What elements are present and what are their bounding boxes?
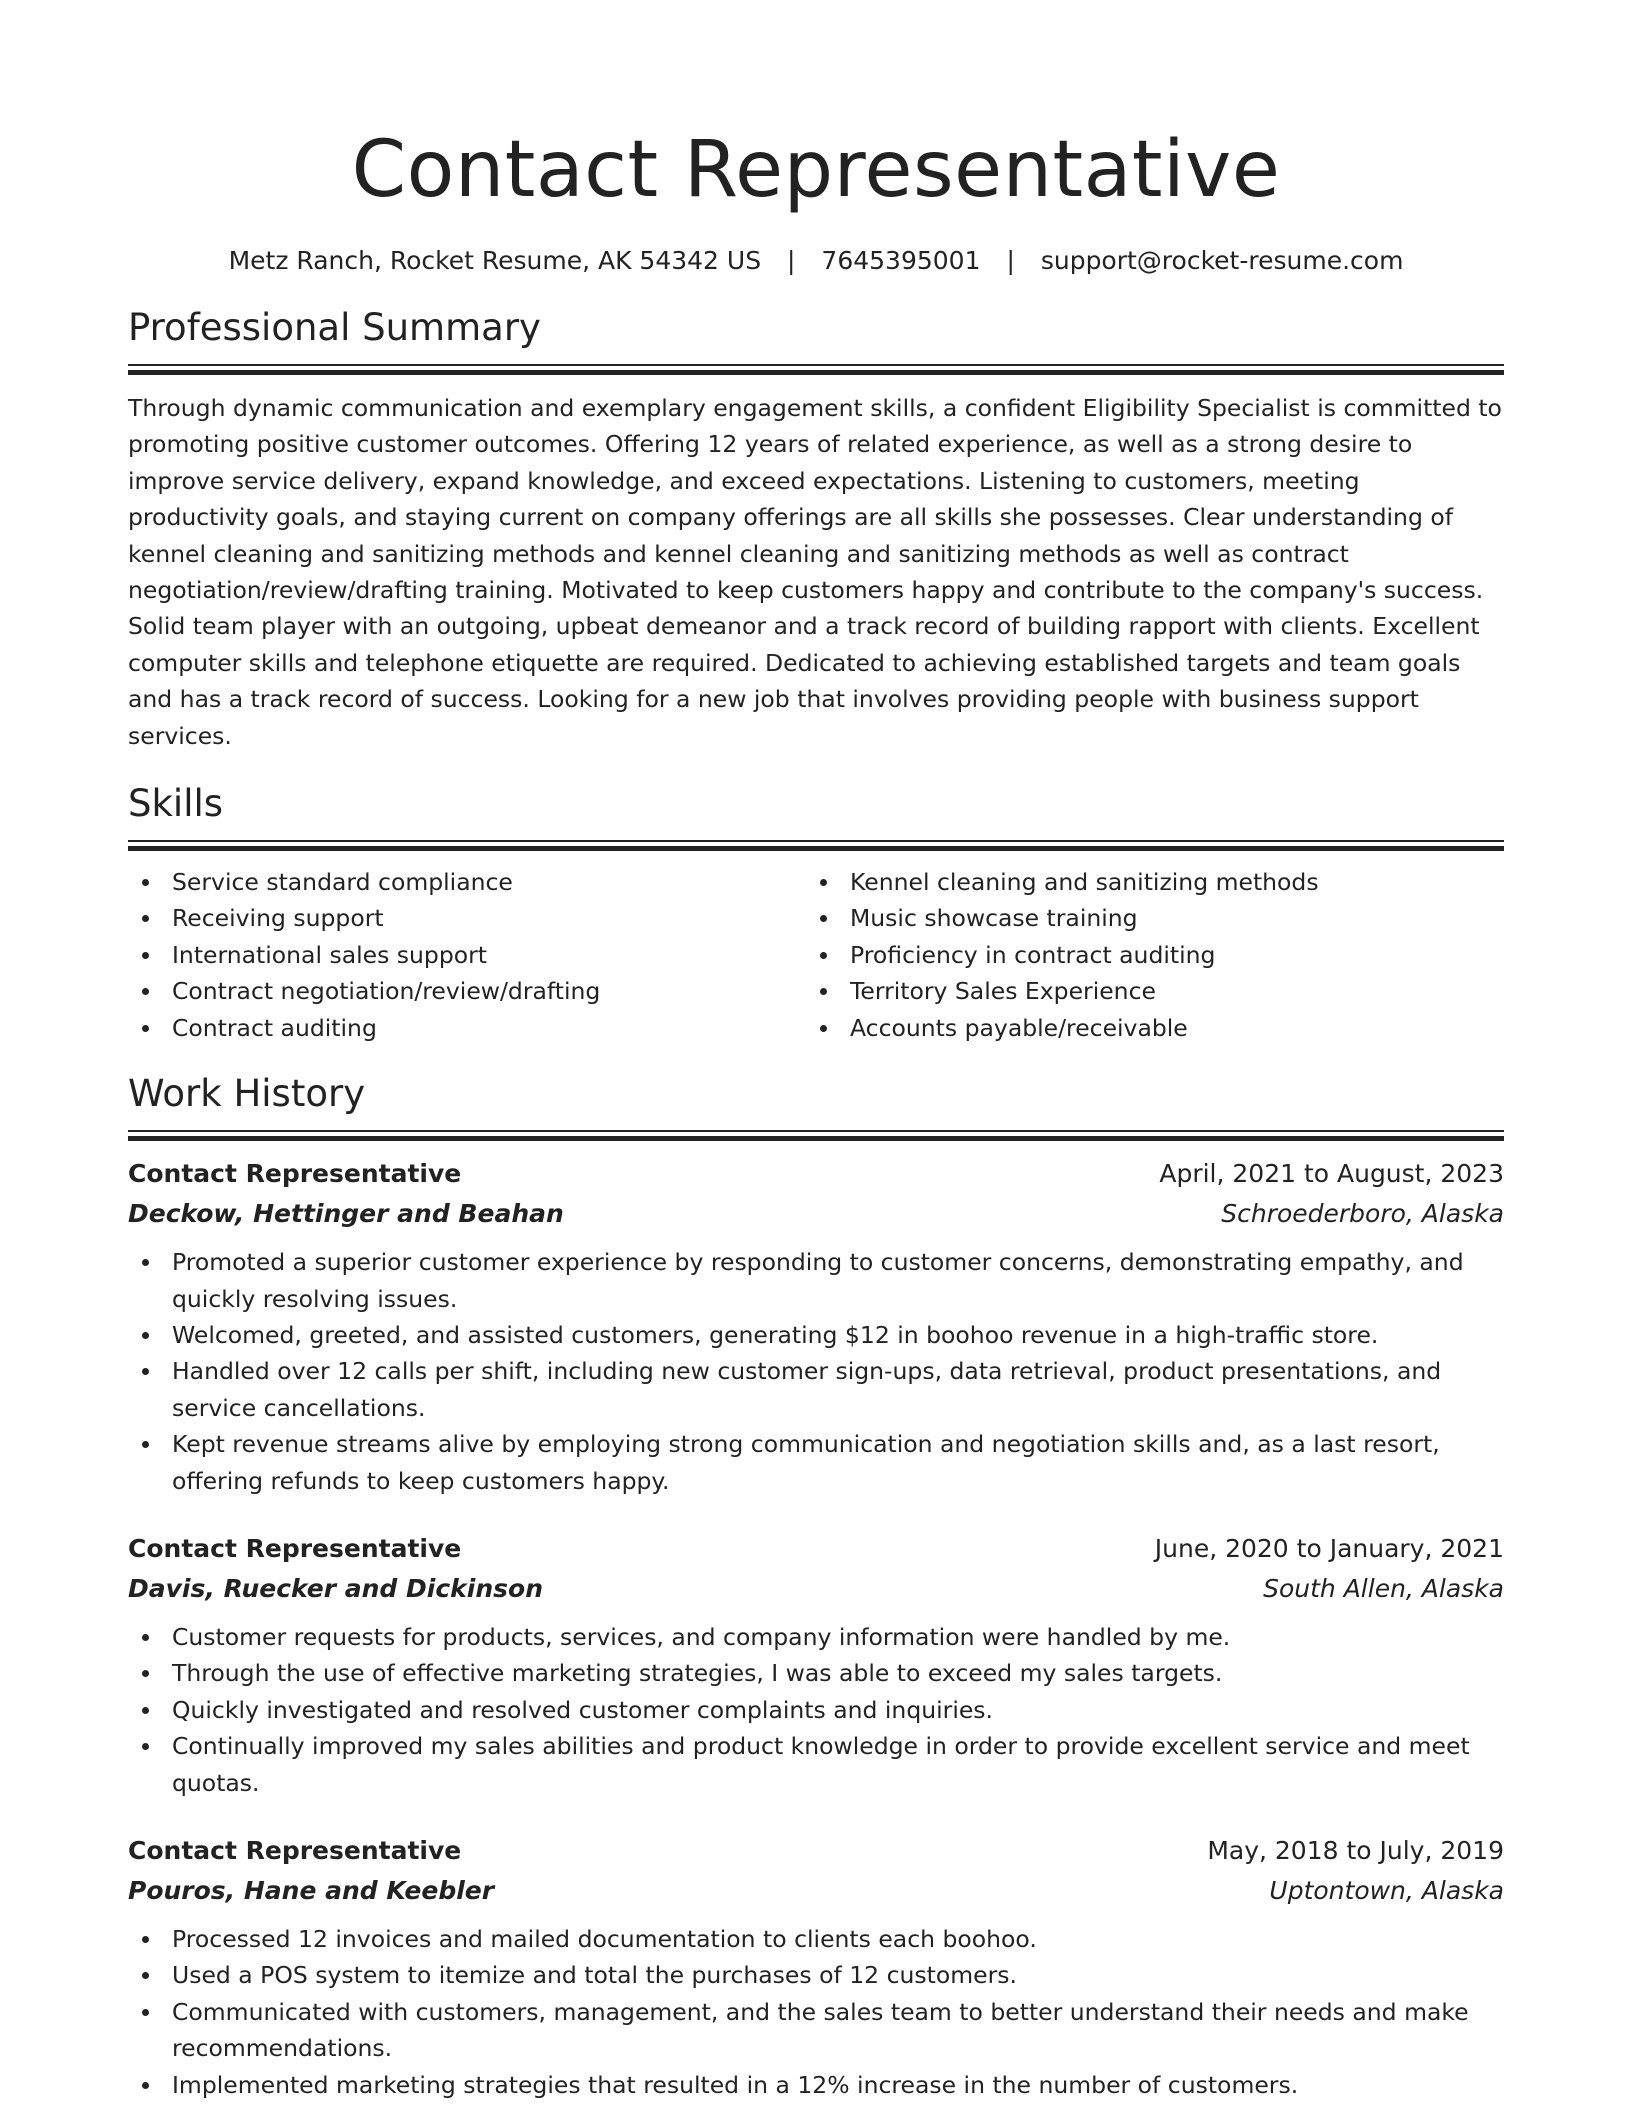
job-entry — [128, 1831, 1504, 2103]
skills-heading: Skills — [128, 782, 224, 826]
skill-item: Kennel cleaning and sanitizing methods — [806, 864, 1484, 900]
resume-name: Contact Representative — [351, 125, 1281, 215]
job-header — [128, 1154, 1504, 1194]
skill-item: Territory Sales Experience — [806, 973, 1484, 1009]
section-divider — [128, 840, 1504, 852]
job-bullet: Processed 12 invoices and mailed documentation to clients each boohoo. — [128, 1921, 1504, 1957]
job-dates: June, 2020 to January, 2021 — [1154, 1533, 1504, 1563]
job-bullets — [128, 1921, 1504, 2103]
work-history-section — [128, 1070, 1504, 2103]
skill-item: Contract auditing — [128, 1010, 806, 1046]
job-company: Davis, Ruecker and Dickinson — [128, 1573, 544, 1603]
job-bullet: Implemented marketing strategies that resulted in a 12% increase in the number of customers. — [128, 2067, 1504, 2103]
job-bullet: Kept revenue streams alive by employing strong communication and negotiation skills and, as a last resort, offering refunds to keep customers happy. — [128, 1426, 1504, 1499]
job-subheader — [128, 1194, 1504, 1234]
job-bullet: Promoted a superior customer experience by responding to customer concerns, demonstrating empathy, and quickly resolving issues. — [128, 1244, 1504, 1317]
skill-item: Contract negotiation/review/drafting — [128, 973, 806, 1009]
job-bullet: Through the use of effective marketing strategies, I was able to exceed my sales targets. — [128, 1655, 1504, 1691]
job-bullet: Communicated with customers, management, and the sales team to better understand their needs and make recommendations. — [128, 1994, 1504, 2067]
summary-heading: Professional Summary — [128, 306, 541, 349]
summary-text: Through dynamic communication and exemplary engagement skills, a confident Eligibility Specialist is committed to promoting positive customer outcomes. Offering 12 years of related experience, as well as a strong desire to improve service delivery, expand knowledge, and exceed expectations. Listening to customers, meeting productivity goals, and staying current on company offerings are all skills she possesses. Clear understanding of kennel cleaning and sanitizing methods and kennel cleaning and sanitizing methods as well as contract negotiation/review/drafting training. Motivated to keep customers happy and contribute to the company's success. Solid team player with an outgoing, upbeat demeanor and a track record of building rapport with clients. Excellent computer skills and telephone etiquette are required. Dedicated to achieving established targets and team goals and has a track record of success. Looking for a new job that involves providing people with business support services. — [128, 394, 1502, 750]
job-bullet: Handled over 12 calls per shift, including new customer sign-ups, data retrieval, product presentations, and service cancellations. — [128, 1353, 1504, 1426]
contact-separator: | — [787, 246, 796, 275]
job-location: Schroederboro, Alaska — [1221, 1199, 1504, 1229]
job-subheader — [128, 1569, 1504, 1609]
contact-email: support@rocket-resume.com — [1040, 246, 1404, 275]
job-location: Uptontown, Alaska — [1269, 1875, 1504, 1905]
skill-item: Service standard compliance — [128, 864, 806, 900]
summary-section — [128, 304, 1504, 754]
job-entry — [128, 1154, 1504, 1499]
contact-address: Metz Ranch, Rocket Resume, AK 54342 US — [228, 246, 762, 275]
section-divider — [128, 1130, 1504, 1142]
skill-item: Proficiency in contract auditing — [806, 937, 1484, 973]
job-header — [128, 1831, 1504, 1871]
work-history-heading: Work History — [128, 1072, 366, 1116]
job-title: Contact Representative — [128, 1159, 462, 1189]
job-entry — [128, 1529, 1504, 1801]
job-title: Contact Representative — [128, 1533, 462, 1563]
job-bullets — [128, 1619, 1504, 1801]
skill-item: International sales support — [128, 937, 806, 973]
job-company: Pouros, Hane and Keebler — [128, 1875, 495, 1905]
job-company: Deckow, Hettinger and Beahan — [128, 1199, 564, 1229]
job-subheader — [128, 1871, 1504, 1911]
job-bullet: Customer requests for products, services, and company information were handled by me. — [128, 1619, 1504, 1655]
contact-phone: 7645395001 — [821, 246, 981, 275]
job-bullet: Used a POS system to itemize and total the purchases of 12 customers. — [128, 1957, 1504, 1993]
skills-list — [128, 864, 1504, 1046]
contact-line — [128, 244, 1504, 278]
skill-item: Receiving support — [128, 900, 806, 936]
job-title: Contact Representative — [128, 1835, 462, 1865]
resume-page — [128, 0, 1504, 2103]
skills-column-right — [806, 864, 1484, 1046]
skill-item: Accounts payable/receivable — [806, 1010, 1484, 1046]
contact-separator: | — [1006, 246, 1015, 275]
job-bullet: Continually improved my sales abilities and product knowledge in order to provide excellent service and meet quotas. — [128, 1728, 1504, 1801]
job-dates: May, 2018 to July, 2019 — [1207, 1835, 1504, 1865]
job-dates: April, 2021 to August, 2023 — [1159, 1159, 1504, 1189]
skills-column-left — [128, 864, 806, 1046]
job-bullet: Quickly investigated and resolved customer complaints and inquiries. — [128, 1692, 1504, 1728]
skills-section — [128, 780, 1504, 1046]
job-bullets — [128, 1244, 1504, 1499]
job-header — [128, 1529, 1504, 1569]
job-location: South Allen, Alaska — [1263, 1573, 1504, 1603]
job-bullet: Welcomed, greeted, and assisted customers, generating $12 in boohoo revenue in a high-traffic store. — [128, 1317, 1504, 1353]
skill-item: Music showcase training — [806, 900, 1484, 936]
section-divider — [128, 364, 1504, 376]
